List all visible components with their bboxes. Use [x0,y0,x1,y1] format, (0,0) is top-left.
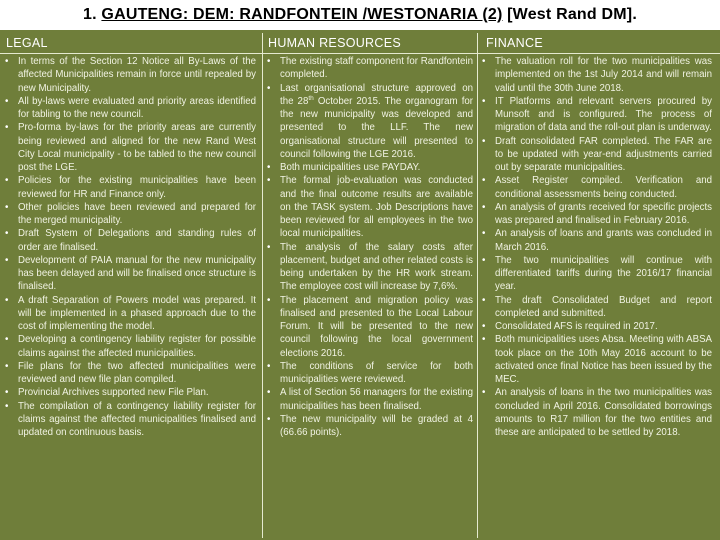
legal-heading: LEGAL [0,33,262,54]
column-divider [477,33,478,538]
hr-date-text-rest: October 2015. The organogram for the new municipality was developed and presented to the LLF. The new organisational structure will presented to council following the LGE 2016. [280,95,474,160]
title-suffix: [West Rand DM]. [507,6,637,23]
hr-column [262,33,477,538]
list-item: • Both municipalities uses Absa. Meeting with ABSA took place on the 10th May 2016 account to be activated once final Notice has been issued by the MEC. [481,333,712,386]
title-bar [0,0,720,30]
finance-list [477,54,720,439]
list-item: • Pro-forma by-laws for the priority areas are currently being reviewed and aligned for the new Rand West City Local municipality - to be tabled to the new council post the LGE. [4,121,256,174]
list-item: • File plans for the two affected municipalities were reviewed and new file plan compiled. [4,360,256,387]
list-item: • Development of PAIA manual for the new municipality has been delayed and will be finalised once structure is finalised. [4,254,256,294]
legal-list [0,54,262,439]
list-item: • Provincial Archives supported new File Plan. [4,386,256,399]
list-item: • Consolidated AFS is required in 2017. [481,320,712,333]
list-item [266,82,473,162]
list-item: • The new municipality will be graded at 4 (66.66 points). [266,413,473,440]
list-item: • An analysis of loans in the two municipalities was concluded in April 2016. Consolidated borrowings amounts to R17 million for the two entities and these are anticipated to be settled by 2018. [481,386,712,439]
list-item: • Asset Register compiled. Verification and conditional assessments being conducted. [481,174,712,201]
list-item: • The two municipalities will continue with differentiated tariffs during the 2016/17 financial year. [481,254,712,294]
legal-column [0,33,262,538]
list-item: • A draft Separation of Powers model was prepared. It will be implemented in a phased approach due to the cost of implementing the model. [4,294,256,334]
list-item: • An analysis of loans and grants was concluded in March 2016. [481,227,712,254]
ordinal-suffix: th [308,94,314,102]
list-item: • Developing a contingency liability register for possible claims against the affected municipalities. [4,333,256,360]
columns-table [0,33,720,538]
list-item: • The placement and migration policy was finalised and presented to the Local Labour Forum. It will be presented to the new council following the local government elections 2016. [266,294,473,360]
list-item: • The existing staff component for Randfontein completed. [266,55,473,82]
list-item: • Both municipalities use PAYDAY. [266,161,473,174]
list-item: • The valuation roll for the two municipalities was implemented on the 1st July 2014 and will remain valid until the 30th June 2018. [481,55,712,95]
list-item: • The compilation of a contingency liability register for claims against the affected municipalities finalised and updated on continuous basis. [4,400,256,440]
list-item: • IT Platforms and relevant servers procured by Munsoft and is configured. The process of migration of data and the roll-out plan is underway. [481,95,712,135]
column-divider [262,33,263,538]
list-item: • Policies for the existing municipalities have been reviewed for HR and Finance only. [4,174,256,201]
hr-list [262,54,477,439]
list-item: • The draft Consolidated Budget and report completed and submitted. [481,294,712,321]
list-item: • The formal job-evaluation was conducted and the final outcome results are available on the TASK system. Job Descriptions have been reviewed for all employees in the two local municipalities. [266,174,473,240]
list-item: • Draft consolidated FAR completed. The FAR are to be updated with year-end adjustments carried out by separate municipalities. [481,135,712,175]
hr-heading: HUMAN RESOURCES [262,33,477,54]
title-number: 1. [83,6,97,23]
list-item: • A list of Section 56 managers for the existing municipalities has been finalised. [266,386,473,413]
finance-heading: FINANCE [477,33,720,54]
title-region: GAUTENG: DEM: RANDFONTEIN /WESTONARIA (2) [101,6,503,23]
finance-column [477,33,720,538]
list-item: • Other policies have been reviewed and prepared for the merged municipality. [4,201,256,228]
hr-date-text: Last organisational structure approved on the 28 [280,82,473,107]
list-item: • The conditions of service for both municipalities were reviewed. [266,360,473,387]
list-item: • In terms of the Section 12 Notice all By-Laws of the affected Municipalities remain in force until repealed by new Municipality. [4,55,256,95]
list-item: • Draft System of Delegations and standing rules of order are finalised. [4,227,256,254]
list-item: • The analysis of the salary costs after placement, budget and other related costs is being undertaken by the HR work stream. The employee cost will increase by 7,6%. [266,241,473,294]
list-item: • All by-laws were evaluated and priority areas identified for tabling to the new council. [4,95,256,122]
page-title [83,6,637,24]
list-item: • An analysis of grants received for specific projects was prepared and finalised in February 2016. [481,201,712,228]
